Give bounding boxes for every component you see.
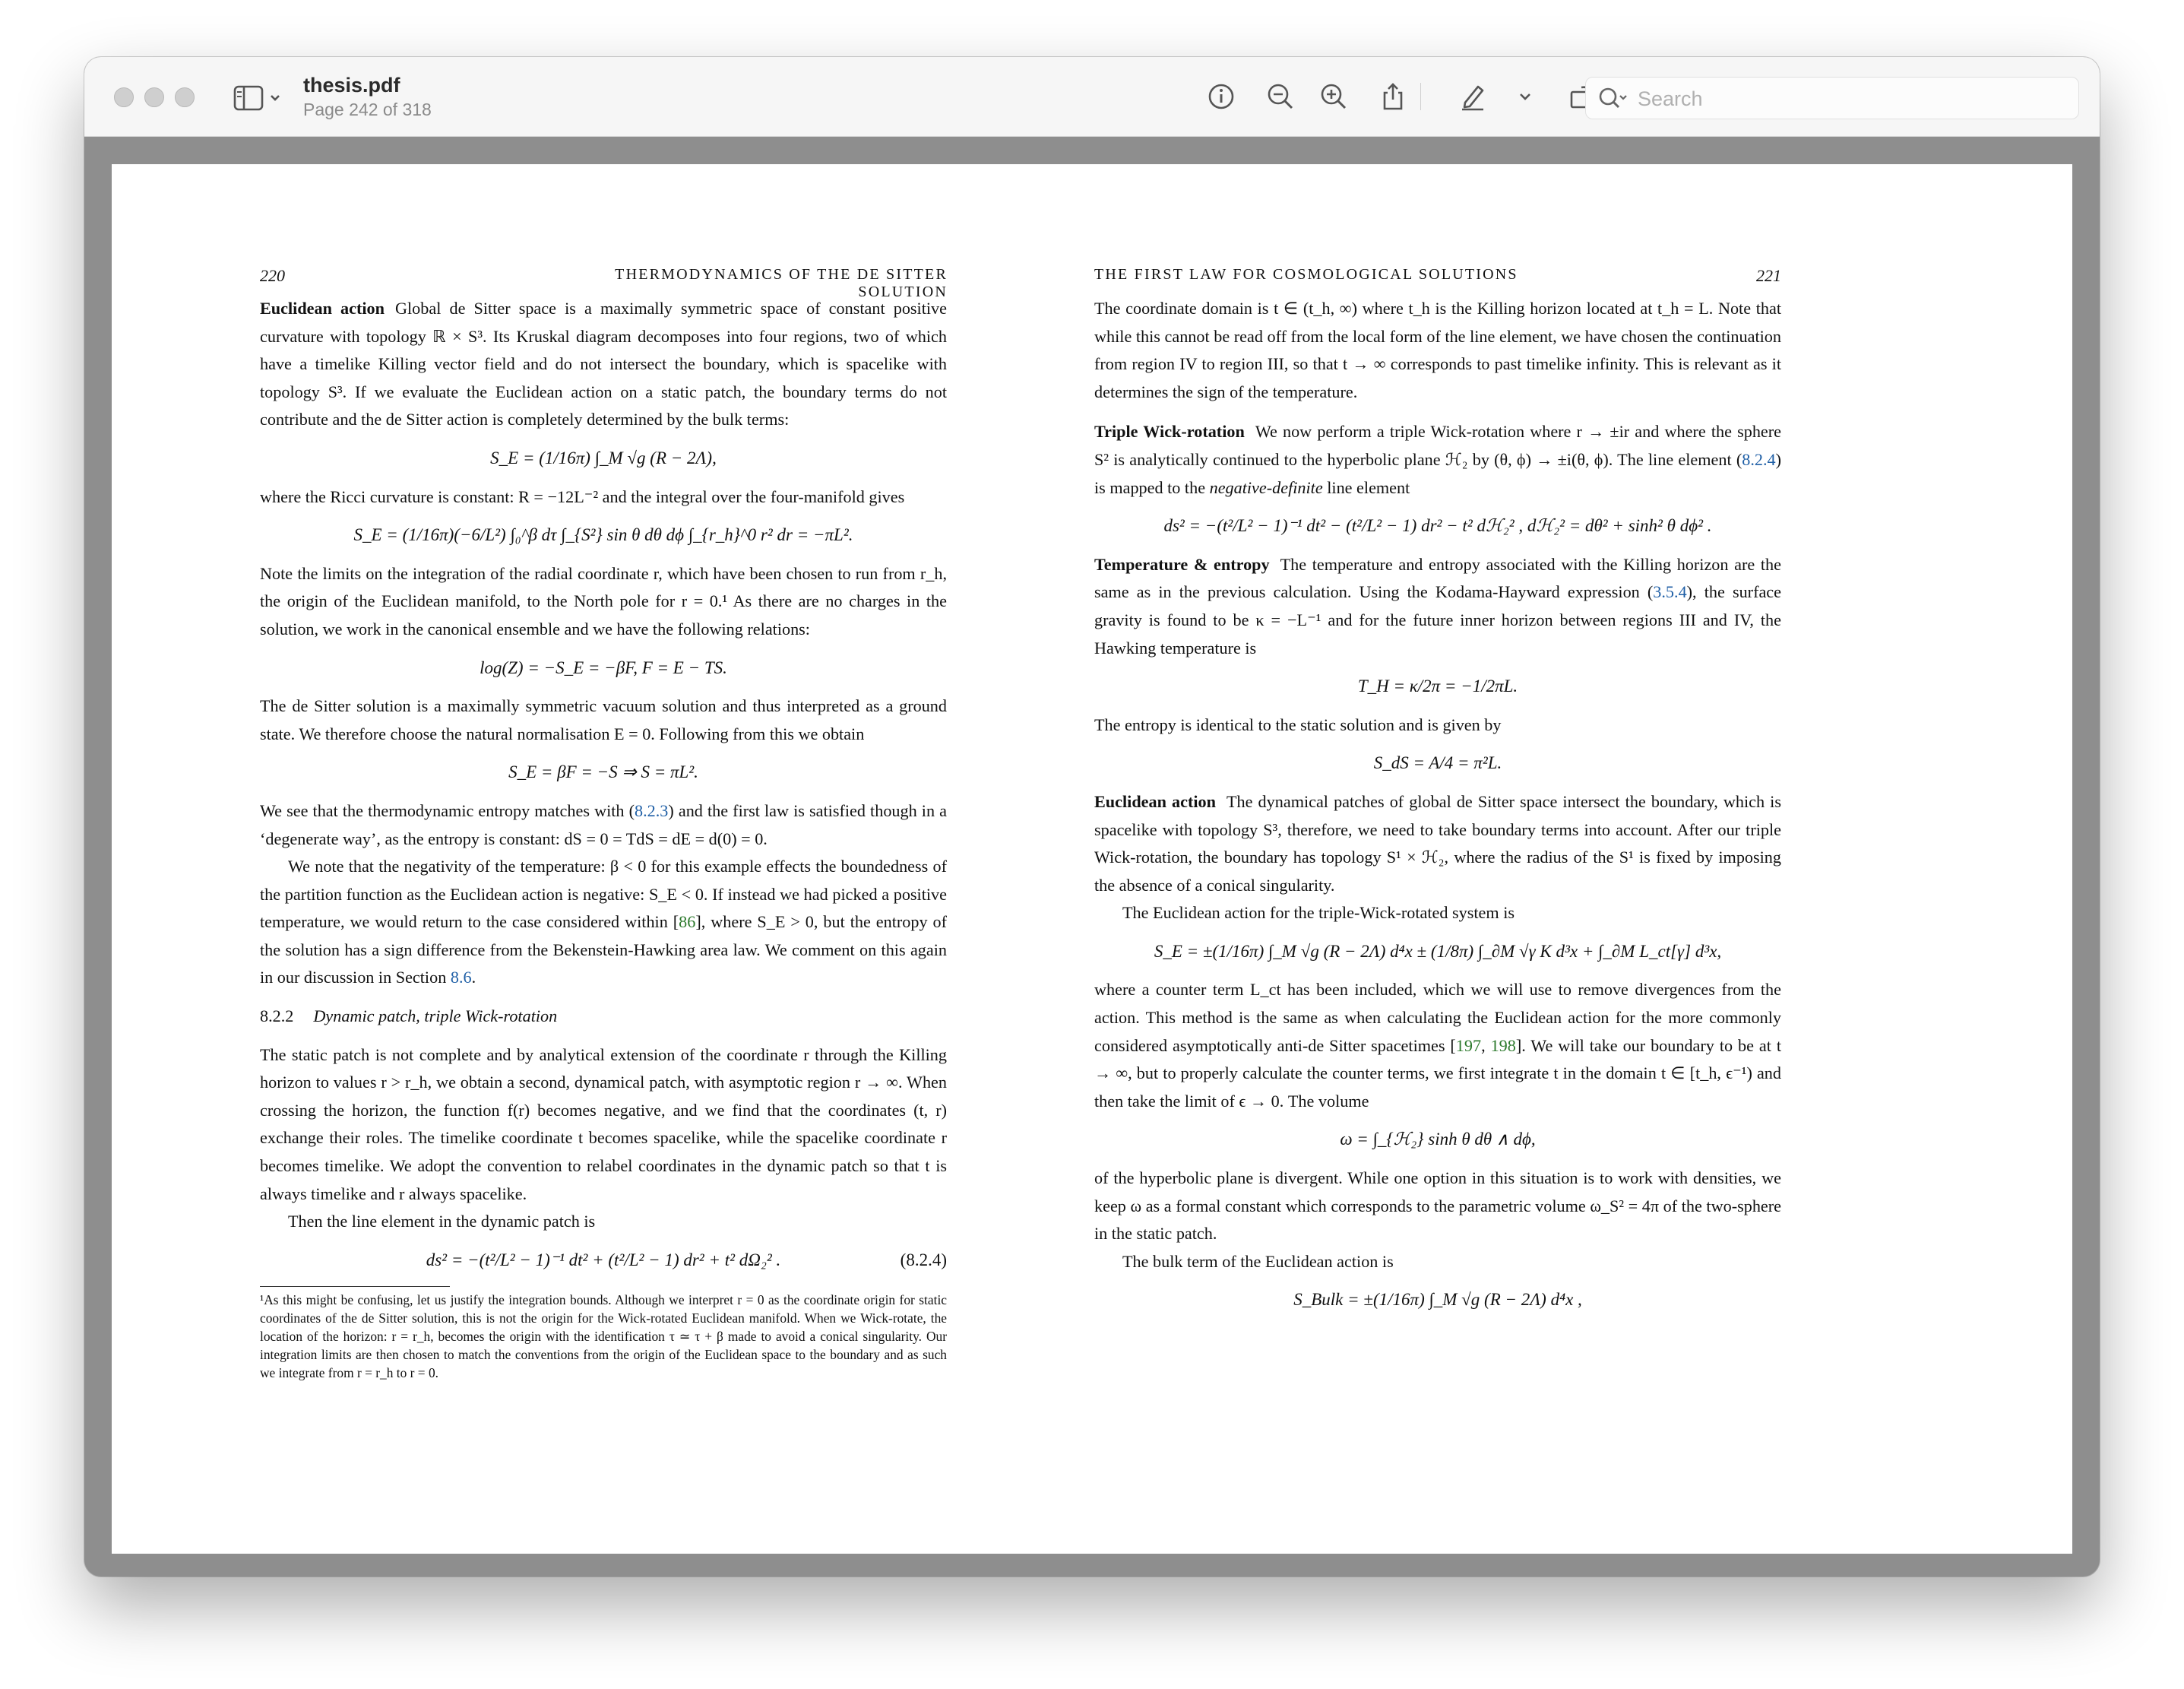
footnote: ¹As this might be confusing, let us justify the integration bounds. Although we interpret r = 0 as the coordinate origin for static coordinates of the de Sitter solution, this is not the origin for the Wick-rotated Euclidean manifold. When we Wick-rotate, the location of the horizon: r = r_h, becomes the origin with the identification τ ≃ τ + β made to avoid a conical singularity. Our integration limits are then chosen to match the conventions from the origin of the Euclidean space to the boundary and as such we integrate from r = r_h to r = 0.	[260, 1292, 947, 1380]
equation: S_E = (1/16π)(−6/L²) ∫₀^β dτ ∫_{S²} sin θ dθ dϕ ∫_{r_h}^0 r² dr = −πL².	[353, 525, 853, 545]
markup-button[interactable]	[1456, 80, 1489, 113]
search-input[interactable]	[1638, 84, 2063, 114]
paragraph: of the hyperbolic plane is divergent. While one option in this situation is to work with densities, we keep ω as a formal constant which corresponds to the parametric volume ω_S² = 4π of the two-sphere in the static patch.	[1094, 1168, 1781, 1244]
zoom-window-button[interactable]	[175, 87, 195, 107]
page-number: 220	[260, 266, 285, 285]
left-page-body	[260, 295, 947, 1382]
equation: S_Bulk = ±(1/16π) ∫_M √g (R − 2Λ) d⁴x ,	[1293, 1290, 1582, 1310]
paragraph-heading: Temperature & entropy	[1094, 554, 1270, 574]
share-icon	[1378, 81, 1408, 112]
citation-link[interactable]: 198	[1490, 1035, 1516, 1055]
markup-pen-icon	[1458, 81, 1488, 112]
info-button[interactable]	[1204, 80, 1238, 113]
equation: ω = ∫_{ℋ₂} sinh θ dθ ∧ dϕ,	[1340, 1130, 1536, 1149]
page-number: 221	[1756, 266, 1781, 285]
equation-link[interactable]: 8.2.4	[1742, 449, 1776, 469]
equation: S_E = (1/16π) ∫_M √g (R − 2Λ),	[490, 448, 717, 467]
preview-window	[84, 57, 2100, 1577]
info-icon	[1206, 81, 1236, 112]
paragraph: We see that the thermodynamic entropy matches with (8.2.3) and the first law is satisfied though in a ‘degenerate way’, as the entropy is constant: dS = 0 = TdS = dE = d(0) = 0.	[260, 800, 947, 848]
paragraph: Then the line element in the dynamic patch is	[288, 1212, 596, 1231]
paragraph: Euclidean action The dynamical patches of global de Sitter space intersect the boundary, which is spacelike with topology S³, therefore, we need to take boundary terms into account. After our triple Wick-rotation, the boundary has topology S¹ × ℋ₂, where the radius of the S¹ is fixed by imposing the absence of a conical singularity.	[1094, 791, 1781, 895]
share-button[interactable]	[1376, 80, 1410, 113]
running-head: THE FIRST LAW FOR COSMOLOGICAL SOLUTIONS	[1094, 266, 1518, 283]
equation: T_H = κ/2π = −1/2πL.	[1357, 677, 1518, 696]
paragraph: Euclidean action Global de Sitter space is a maximally symmetric space of constant positive curvature with topology ℝ × S³. Its Kruskal diagram decomposes into four regions, two of which have a timelike Killing vector field and do not intersect the boundary, which is spacelike with topology S³. If we evaluate the Euclidean action on a static patch, the boundary terms do not contribute and the de Sitter action is completely determined by the bulk terms:	[260, 299, 947, 429]
right-page-body	[1094, 295, 1781, 1325]
zoom-out-button[interactable]	[1264, 80, 1297, 113]
paragraph-heading: Euclidean action	[1094, 791, 1216, 811]
toolbar-separator	[1420, 83, 1421, 110]
chevron-down-icon	[271, 96, 279, 100]
equation: S_E = ±(1/16π) ∫_M √g (R − 2Λ) d⁴x ± (1/8π) ∫_∂M √γ K d³x + ∫_∂M L_ct[γ] d³x,	[1154, 941, 1722, 961]
search-icon	[1597, 85, 1630, 112]
pdf-page-right	[1092, 164, 2072, 1554]
equation: S_E = βF = −S ⇒ S = πL².	[508, 762, 698, 782]
zoom-out-icon	[1265, 81, 1296, 112]
citation-link[interactable]: 197	[1455, 1035, 1482, 1055]
paragraph-heading: Euclidean action	[260, 299, 385, 318]
running-head: THERMODYNAMICS OF THE DE SITTER SOLUTION	[615, 266, 948, 300]
paragraph: The coordinate domain is t ∈ (t_h, ∞) where t_h is the Killing horizon located at t_h = L. Note that while this cannot be read off from the local form of the line element, we have chosen the continuation from region IV to region III, so that t → ∞ corresponds to past timelike infinity. This is relevant as it determines the sign of the temperature.	[1094, 299, 1781, 401]
document-title: thesis.pdf	[303, 74, 400, 97]
sidebar-icon	[233, 84, 290, 112]
titlebar	[84, 57, 2100, 137]
paragraph: We note that the negativity of the temperature: β < 0 for this example effects the boundedness of the partition function as the Euclidean action is negative: S_E < 0. If instead we had picked a positive temperature, we would return to the case considered within [86], where S_E > 0, but the entropy of the solution has a sign difference from the Bekenstein-Hawking area law. We comment on this again in our discussion in Section 8.6.	[260, 857, 947, 987]
page-indicator: Page 242 of 318	[303, 100, 432, 119]
zoom-in-icon	[1318, 81, 1349, 112]
close-window-button[interactable]	[114, 87, 134, 107]
equation: log(Z) = −S_E = −βF, F = E − TS.	[480, 658, 727, 677]
paragraph: The entropy is identical to the static solution and is given by	[1094, 715, 1502, 734]
equation: S_dS = A/4 = π²L.	[1373, 753, 1502, 773]
citation-link[interactable]: 86	[679, 912, 696, 932]
paragraph: The Euclidean action for the triple-Wick-rotated system is	[1122, 903, 1515, 923]
paragraph-heading: Triple Wick-rotation	[1094, 422, 1245, 442]
paragraph: where the Ricci curvature is constant: R = −12L⁻² and the integral over the four-manifold gives	[260, 486, 905, 506]
section-link[interactable]: 8.6	[450, 968, 472, 987]
search-field[interactable]	[1585, 77, 2079, 119]
paragraph: The bulk term of the Euclidean action is	[1122, 1251, 1394, 1271]
equation-link[interactable]: 8.2.3	[635, 800, 669, 820]
paragraph: where a counter term L_ct has been included, which we will use to remove divergences from the action. This method is the same as when calculating the Euclidean action for the more commonly considered asymptotically anti-de Sitter spacetimes [197, 198]. We will take our boundary to be at t → ∞, but to properly calculate the counter terms, we first integrate t in the domain t ∈ [t_h, ϵ⁻¹) and then take the limit of ϵ → 0. The volume	[1094, 980, 1781, 1111]
pdf-page-left	[112, 164, 1092, 1554]
paragraph: The static patch is not complete and by analytical extension of the coordinate r through the Killing horizon to values r > r_h, we obtain a second, dynamical patch, with asymptotic region r → ∞. When crossing the horizon, the function f(r) becomes negative, and we find that the coordinates (t, r) exchange their roles. The timelike coordinate t becomes spacelike, while the spacelike coordinate r becomes timelike. We adopt the convention to relabel coordinates in the dynamic patch so that t is always timelike and r always spacelike.	[260, 1044, 947, 1203]
equation: ds² = −(t²/L² − 1)⁻¹ dt² − (t²/L² − 1) dr² − t² dℋ₂² , dℋ₂² = dθ² + sinh² θ dϕ² .	[1163, 516, 1712, 536]
markup-options-button[interactable]	[1508, 80, 1542, 113]
equation: ds² = −(t²/L² − 1)⁻¹ dt² + (t²/L² − 1) dr² + t² dΩ₂² . (8.2.4)	[260, 1247, 947, 1275]
equation-number: (8.2.4)	[900, 1250, 947, 1269]
zoom-in-button[interactable]	[1317, 80, 1350, 113]
sidebar-toggle-button[interactable]	[233, 84, 290, 112]
paragraph: Temperature & entropy The temperature and entropy associated with the Killing horizon are the same as in the previous calculation. Using the Kodama-Hayward expression (3.5.4), the surface gravity is found to be κ = −L⁻¹ and for the future inner horizon between regions III and IV, the Hawking temperature is	[1094, 554, 1782, 658]
chevron-down-icon	[1510, 81, 1540, 112]
paragraph: Note the limits on the integration of the radial coordinate r, which have been chosen to run from r_h, the origin of the Euclidean manifold, to the North pole for r = 0.¹ As there are no charges in the solution, we work in the canonical ensemble and we have the following relations:	[260, 563, 947, 639]
paragraph: The de Sitter solution is a maximally symmetric vacuum solution and thus interpreted as a ground state. We therefore choose the natural normalisation E = 0. Following from this we obtain	[260, 696, 947, 743]
paragraph: Triple Wick-rotation We now perform a triple Wick-rotation where r → ±ir and where the sphere S² is analytically continued to the hyperbolic plane ℋ₂ by (θ, ϕ) → ±i(θ, ϕ). The line element (8.2.4) is mapped to the negative-definite line element	[1094, 422, 1781, 497]
footnote-rule	[260, 1286, 450, 1287]
minimize-window-button[interactable]	[144, 87, 164, 107]
equation-link[interactable]: 3.5.4	[1653, 582, 1687, 602]
section-heading: 8.2.2 Dynamic patch, triple Wick-rotation	[260, 1006, 558, 1026]
